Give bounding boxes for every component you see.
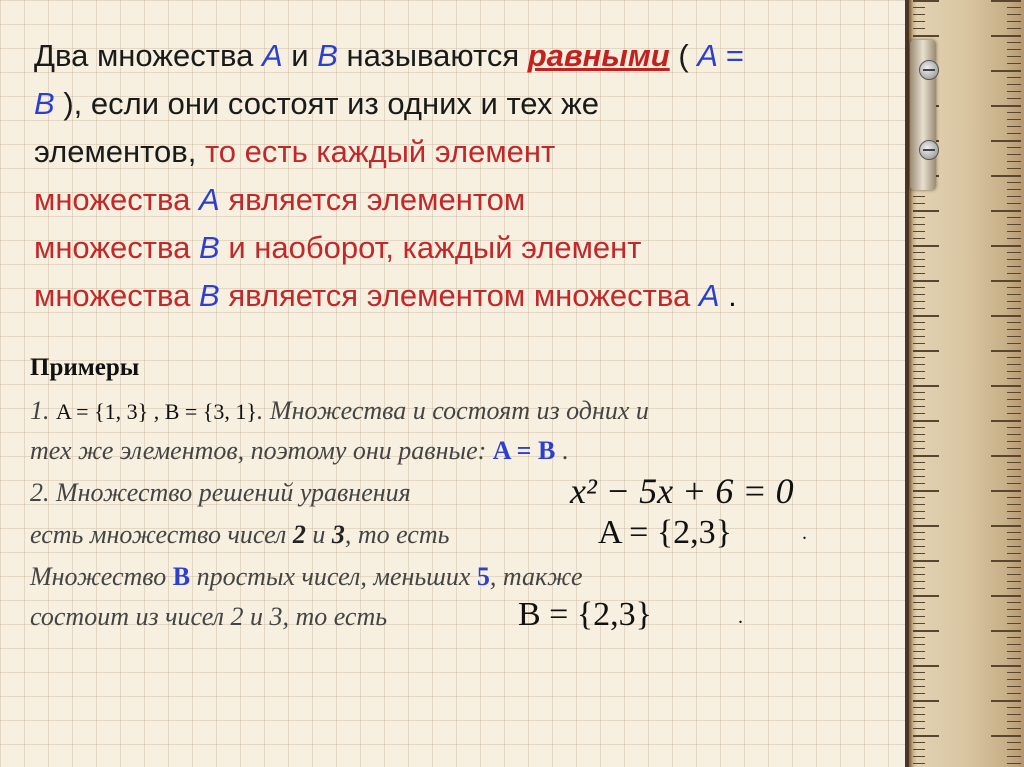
set-A: A [261, 38, 283, 73]
dot: . [802, 522, 807, 544]
ruler-decoration [905, 0, 1024, 767]
definition-line-3 [34, 128, 555, 176]
text: элементов, [34, 134, 197, 169]
set-B: B [172, 562, 191, 591]
text: , то есть [344, 520, 450, 549]
definition-line-1 [34, 32, 744, 80]
screw-icon [919, 60, 939, 80]
example-2-line-1: 2. Множество решений уравнения [30, 478, 411, 507]
set-A: A [698, 278, 720, 313]
definition-line-2 [34, 80, 599, 128]
text: называются [346, 38, 520, 73]
example-1-line-2 [30, 436, 568, 466]
text: . [728, 278, 737, 313]
ruler-ticks-right [991, 0, 1021, 767]
set-B: B [199, 230, 220, 265]
example-1-line-1 [30, 396, 649, 426]
text: Множество [30, 562, 167, 591]
number: 2 [292, 520, 306, 549]
math-equal: A = B [492, 436, 556, 465]
text: множества [34, 278, 191, 313]
text: тех же элементов, поэтому они равные: [30, 436, 487, 465]
example-2-line-4: состоит из чисел 2 и 3, то есть [30, 602, 388, 631]
term-equal: равными [527, 38, 670, 73]
set-B: B [34, 86, 55, 121]
set-A-value: A = {2,3} [598, 514, 732, 551]
text: . Множества и состоят из одних и [256, 396, 649, 425]
text: , также [489, 562, 583, 591]
text: и [291, 38, 309, 73]
text: является элементом множества [228, 278, 691, 313]
set-A: A = [697, 38, 744, 73]
ruler-edge [905, 0, 909, 767]
definition-line-5 [34, 224, 641, 272]
set-B-value: B = {2,3} [518, 596, 652, 633]
definition-line-4 [34, 176, 525, 224]
example-2-line-2 [30, 520, 449, 550]
set-B: B [199, 278, 220, 313]
screw-icon [919, 140, 939, 160]
math-sets: A = {1, 3} , B = {3, 1} [56, 399, 257, 424]
text: простых чисел, меньших [196, 562, 471, 591]
text: ), если они состоят из одних и тех же [63, 86, 599, 121]
number: 3 [331, 520, 345, 549]
example-2-line-3 [30, 562, 583, 592]
text: 1. [30, 396, 50, 425]
ruler-clamp [910, 40, 936, 190]
dot: . [738, 606, 743, 628]
examples-title: Примеры [30, 354, 140, 381]
number: 5 [476, 562, 490, 591]
set-A: A [199, 182, 220, 217]
text: Два множества [34, 38, 254, 73]
text: является элементом [228, 182, 526, 217]
definition-line-6 [34, 272, 737, 320]
set-B: B [317, 38, 338, 73]
text: и наоборот, каждый элемент [228, 230, 642, 265]
text: множества [34, 182, 191, 217]
text-highlight: то есть каждый элемент [204, 134, 556, 169]
text: и [312, 520, 326, 549]
equation: x² − 5x + 6 = 0 [570, 471, 794, 511]
text: ( [678, 38, 689, 73]
text: множества [34, 230, 191, 265]
text: есть множество чисел [30, 520, 287, 549]
text: . [561, 436, 569, 465]
